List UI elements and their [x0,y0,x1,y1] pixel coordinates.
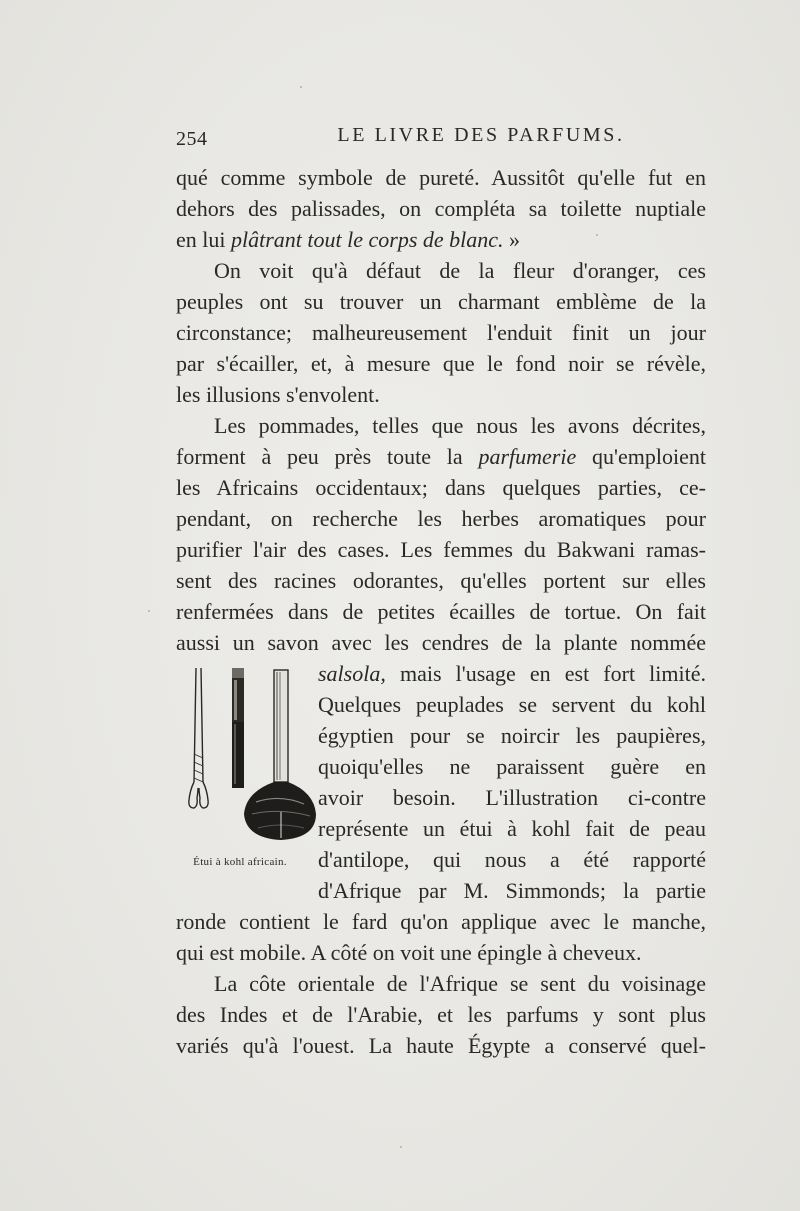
text-line: La côte orientale de l'Afrique se sent du voisinage [214,971,706,996]
kohl-applicator-icon [232,668,244,788]
text-line: les Africains occidentaux; dans quelques parties, ce- [176,475,706,500]
text-line: Les pommades, telles que nous les avons décrites, [214,413,706,438]
paper-speck [596,234,598,236]
text-line: salsola, mais l'usage en est fort limité. [318,661,706,686]
text-line: les illusions s'envolent. [176,382,380,407]
paper-speck [400,1146,402,1148]
text-line: purifier l'air des cases. Les femmes du Bakwani ramas- [176,537,706,562]
text-line: dehors des palissades, on compléta sa toilette nuptiale [176,196,706,221]
emphasis: parfumerie [478,444,577,469]
kohl-case-illustration [176,662,316,852]
text-line: renfermées dans de petites écailles de tortue. On fait [176,599,706,624]
text-line: en lui plâtrant tout le corps de blanc. » [176,227,521,252]
text-line: d'antilope, qui nous a été rapporté [318,847,706,872]
text-line: On voit qu'à défaut de la fleur d'oranger, ces [214,258,706,283]
text-line: qué comme symbole de pureté. Aussitôt qu'elle fut en [176,165,706,190]
kohl-case-icon [244,670,316,840]
text-line: avoir besoin. L'illustration ci-contre [318,785,706,810]
hairpin-icon [189,668,208,808]
text-line: forment à peu près toute la parfumerie qu'emploient [176,444,706,469]
emphasis: plâtrant tout le corps de blanc. [231,227,504,252]
text-line: Quelques peuplades se servent du kohl [318,692,706,717]
text-line: circonstance; malheureusement l'enduit finit un jour [176,320,706,345]
text-line: peuples ont su trouver un charmant emblème de la [176,289,706,314]
running-title: LE LIVRE DES PARFUMS. [337,124,625,146]
text-line: quoiqu'elles ne paraissent guère en [318,754,706,779]
emphasis: salsola, [318,661,386,686]
text-line: qui est mobile. A côté on voit une épingle à cheveux. [176,940,642,965]
text-line: représente un étui à kohl fait de peau [318,816,706,841]
text-line: par s'écailler, et, à mesure que le fond noir se révèle, [176,351,706,376]
figure-caption: Étui à kohl africain. [193,856,287,868]
text-line: des Indes et de l'Arabie, et les parfums y sont plus [176,1002,706,1027]
paper-speck [148,610,150,612]
text-line: d'Afrique par M. Simmonds; la partie [318,878,706,903]
kohl-case-and-hairpin-icon [176,662,316,852]
text-line: sent des racines odorantes, qu'elles portent sur elles [176,568,706,593]
page-header [176,118,706,148]
text-line: égyptien pour se noircir les paupières, [318,723,706,748]
text-line: ronde contient le fard qu'on applique avec le manche, [176,909,706,934]
paper-speck [300,86,302,88]
text-line: pendant, on recherche les herbes aromatiques pour [176,506,706,531]
text-line: aussi un savon avec les cendres de la plante nommée [176,630,706,655]
text-line: variés qu'à l'ouest. La haute Égypte a conservé quel- [176,1033,706,1058]
page-number: 254 [176,128,208,150]
